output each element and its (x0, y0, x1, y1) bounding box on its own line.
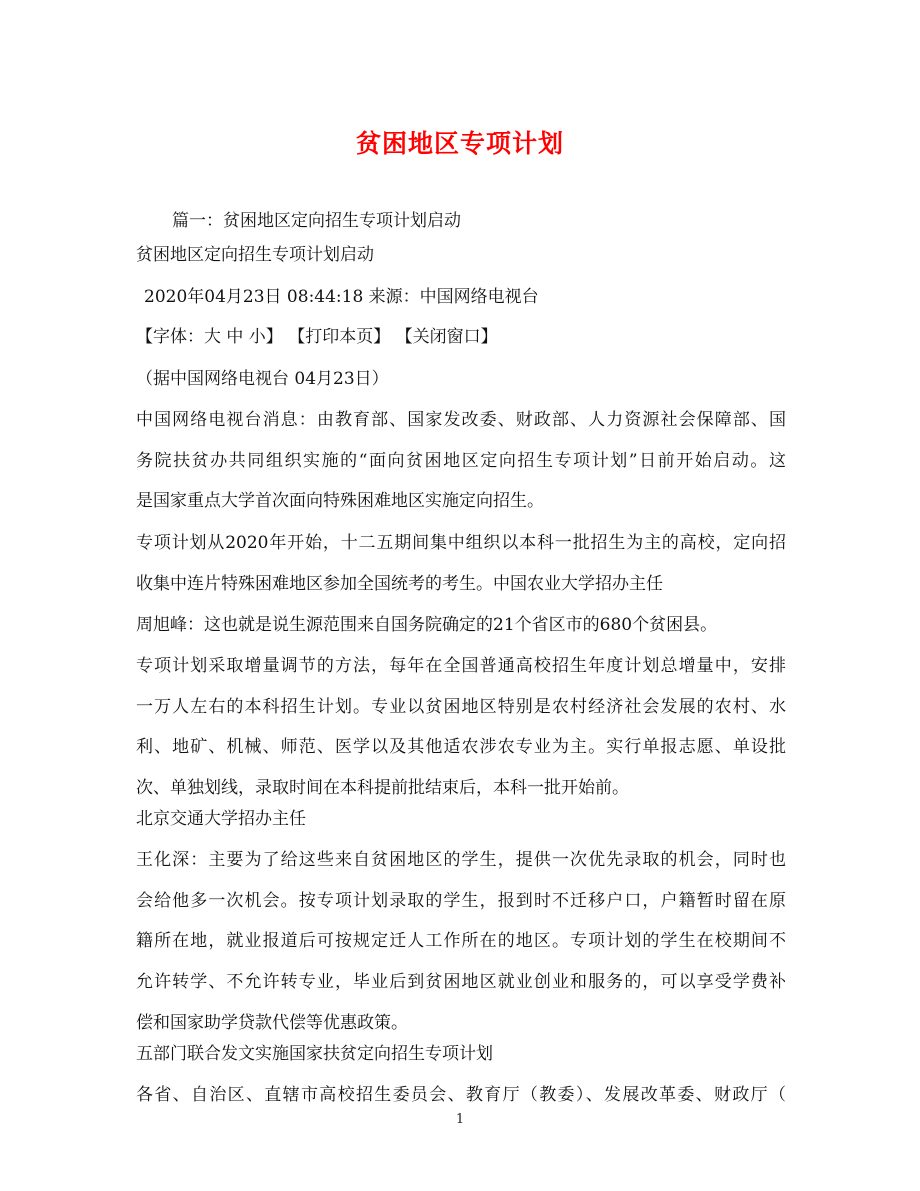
page-title: 贫困地区专项计划 (355, 129, 564, 158)
paragraph-line: 允许转学、不允许转专业，毕业后到贫困地区就业创业和服务的，可以享受学费补 (136, 972, 786, 992)
paragraph-line: 是国家重点大学首次面向特殊困难地区实施定向招生。 (136, 491, 544, 511)
paragraph-line: 各省、自治区、直辖市高校招生委员会、教育厅（教委）、发展改革委、财政厅（ (136, 1085, 786, 1105)
paragraph-line: 专项计划采取增量调节的方法，每年在全国普通高校招生年度计划总增量中，安排 (136, 656, 786, 676)
paragraph-line: 利、地矿、机械、师范、医学以及其他适农涉农专业为主。实行单报志愿、单设批 (136, 737, 786, 757)
paragraph-line: 一万人左右的本科招生计划。专业以贫困地区特别是农村经济社会发展的农村、水 (136, 697, 786, 717)
paragraph-line: 北京交通大学招办主任 (136, 809, 306, 829)
paragraph-line: 王化深：主要为了给这些来自贫困地区的学生，提供一次优先录取的机会，同时也 (136, 850, 786, 870)
article-tools: 【字体：大 中 小】 【打印本页】 【关闭窗口】 (136, 327, 498, 347)
article-meta: 2020年04月23日 08:44:18 来源：中国网络电视台 (144, 287, 539, 307)
paragraph-line: 籍所在地，就业报道后可按规定迁人工作所在的地区。专项计划的学生在校期间不 (136, 931, 786, 951)
article-source: （据中国网络电视台 04月23日） (136, 369, 389, 389)
article-title: 贫困地区定向招生专项计划启动 (136, 245, 374, 265)
section-heading: 篇一：贫困地区定向招生专项计划启动 (172, 211, 461, 231)
paragraph-line: 专项计划从2020年开始，十二五期间集中组织以本科一批招生为主的高校，定向招 (136, 533, 786, 553)
paragraph-line: 周旭峰：这也就是说生源范围来自国务院确定的21个省区市的680个贫困县。 (136, 615, 718, 635)
paragraph-line: 五部门联合发文实施国家扶贫定向招生专项计划 (136, 1044, 493, 1064)
paragraph-line: 偿和国家助学贷款代偿等优惠政策。 (136, 1013, 408, 1033)
paragraph-line: 务院扶贫办共同组织实施的“面向贫困地区定向招生专项计划”日前开始启动。这 (136, 451, 786, 471)
paragraph-line: 收集中连片特殊困难地区参加全国统考的考生。中国农业大学招办主任 (136, 574, 663, 594)
page-number: 1 (455, 1112, 465, 1127)
paragraph-line: 中国网络电视台消息：由教育部、国家发改委、财政部、人力资源社会保障部、国 (136, 410, 786, 430)
paragraph-line: 会给他多一次机会。按专项计划录取的学生，报到时不迁移户口，户籍暂时留在原 (136, 891, 786, 911)
paragraph-line: 次、单独划线，录取时间在本科提前批结束后，本科一批开始前。 (136, 778, 629, 798)
